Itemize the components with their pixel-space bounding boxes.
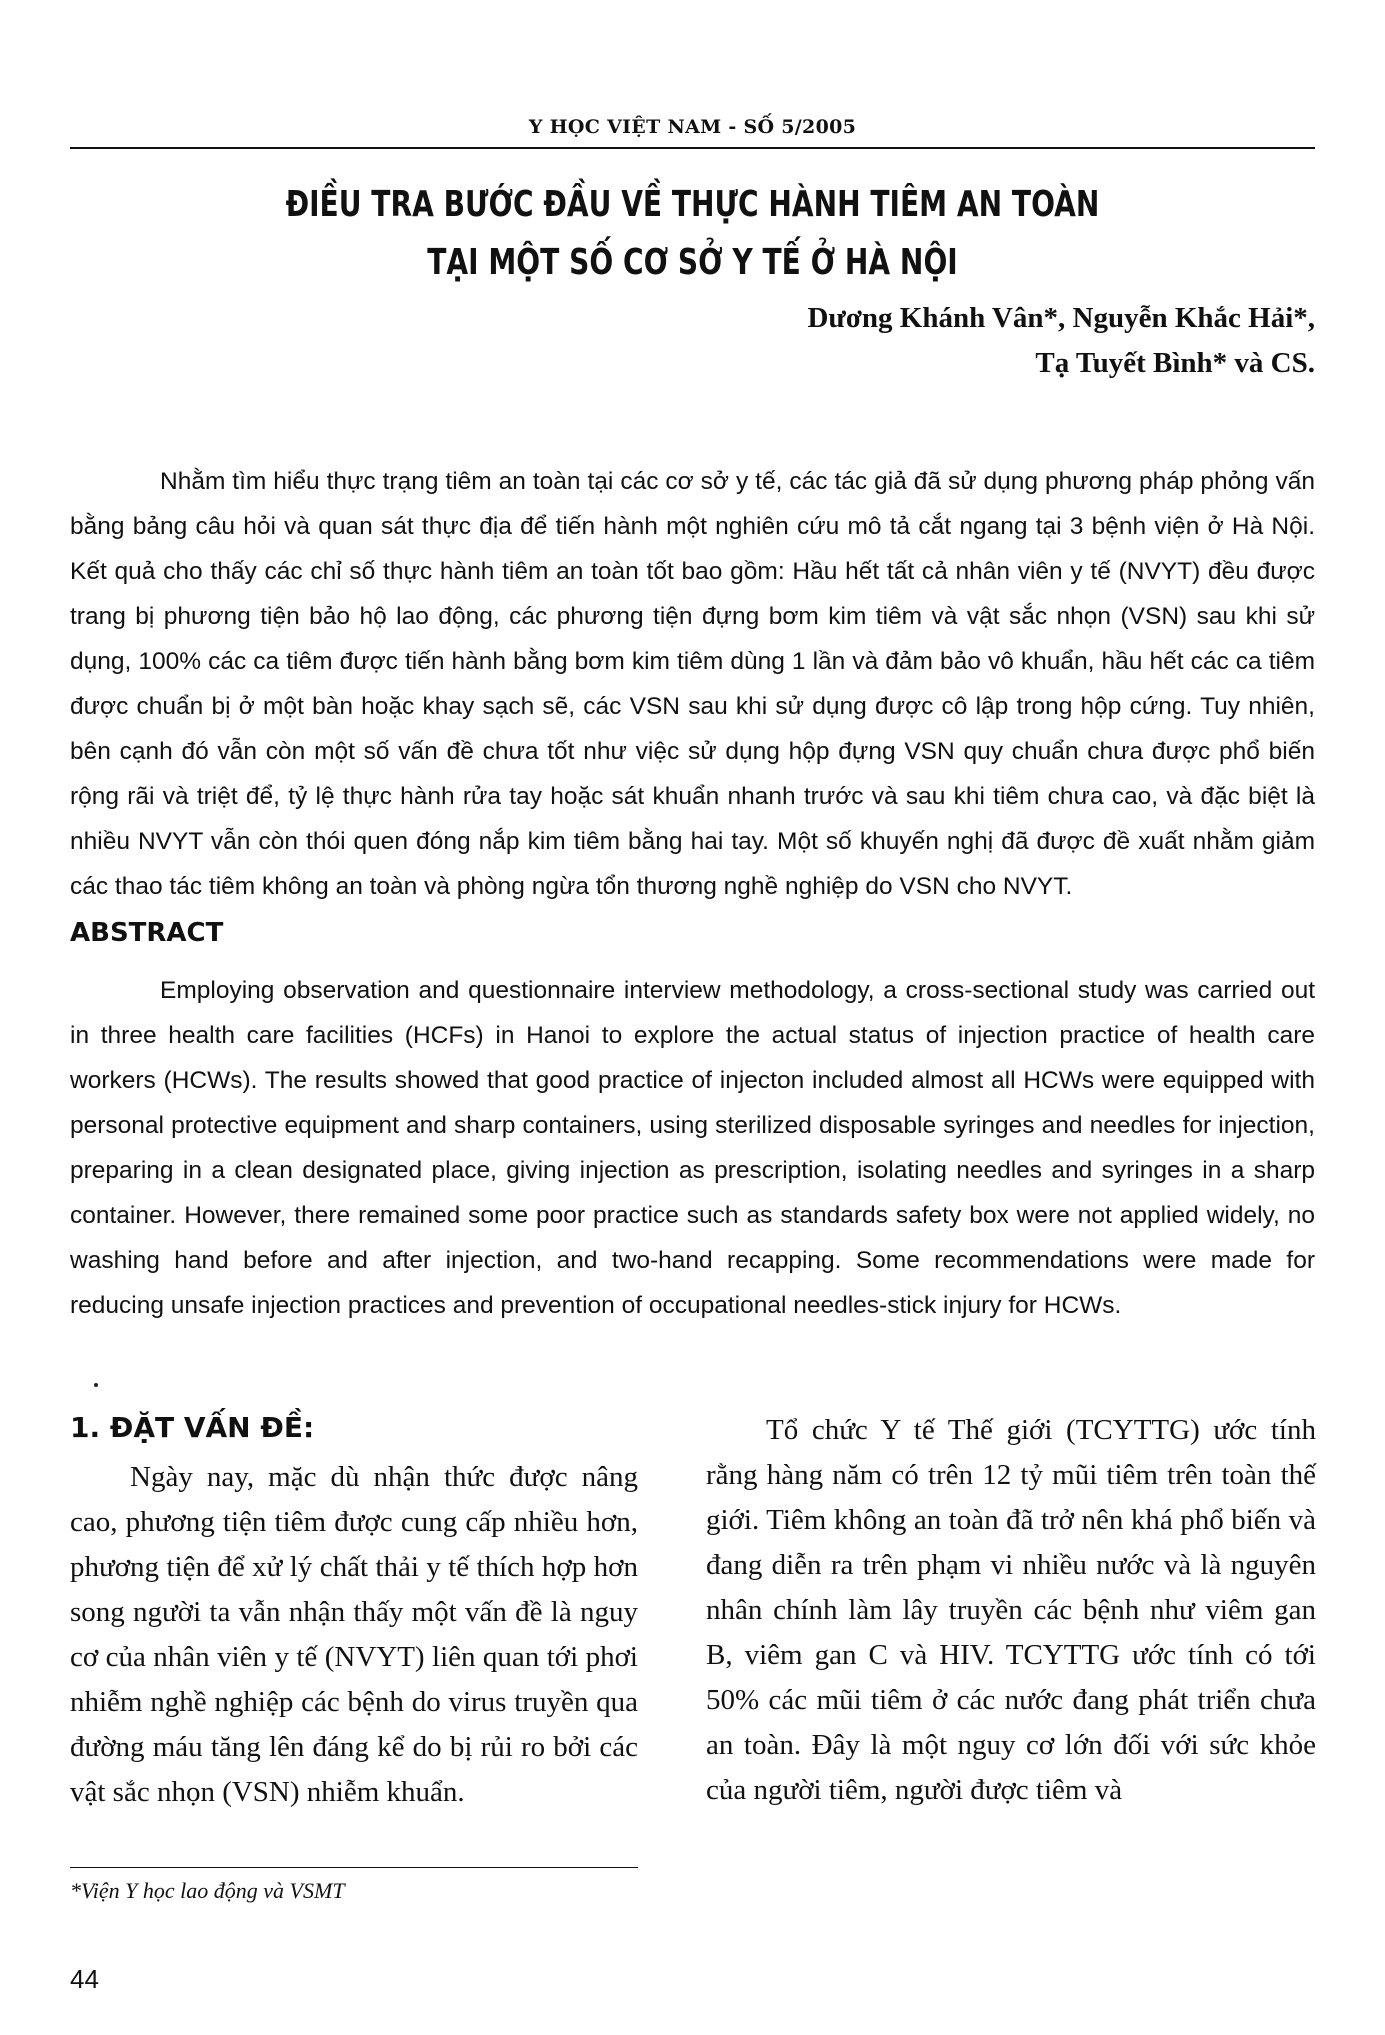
authors-line-2: Tạ Tuyết Bình* và CS. — [1035, 347, 1315, 379]
article-title — [207, 176, 1178, 292]
section-heading: 1. ĐẶT VẤN ĐỀ: — [70, 1411, 315, 1444]
header-rule — [70, 147, 1315, 149]
footnote: *Viện Y học lao động và VSMT — [70, 1878, 345, 1903]
footnote-rule — [70, 1867, 638, 1868]
title-line-1: ĐIỀU TRA BƯỚC ĐẦU VỀ THỰC HÀNH TIÊM AN TOÀN — [285, 184, 1100, 225]
stray-dot — [94, 1383, 98, 1387]
page-number: 44 — [70, 1964, 99, 1994]
authors-line-1: Dương Khánh Vân*, Nguyễn Khắc Hải*, — [807, 302, 1315, 334]
running-header: Y HỌC VIỆT NAM - SỐ 5/2005 — [528, 116, 857, 138]
authors — [807, 296, 1315, 386]
right-column-text: Tổ chức Y tế Thế giới (TCYTTG) ước tính rằng hàng năm có trên 12 tỷ mũi tiêm trên toàn thế giới. Tiêm không an toàn đã trở nên khá phổ biến và đang diễn ra trên phạm vi nhiều nước và là nguyên nhân chính làm lây truyền các bệnh như viêm gan B, viêm gan C và HIV. TCYTTG ước tính có tới 50% các mũi tiêm ở các nước đang phát triển chưa an toàn. Đây là một nguy cơ lớn đối với sức khỏe của người tiêm, người được tiêm và — [706, 1414, 1316, 1806]
vietnamese-abstract: Nhằm tìm hiểu thực trạng tiêm an toàn tại các cơ sở y tế, các tác giả đã sử dụng phương pháp phỏng vấn bằng bảng câu hỏi và quan sát thực địa để tiến hành một nghiên cứu mô tả cắt ngang tại 3 bệnh viện ở Hà Nội. Kết quả cho thấy các chỉ số thực hành tiêm an toàn tốt bao gồm: Hầu hết tất cả nhân viên y tế (NVYT) đều được trang bị phương tiện bảo hộ lao động, các phương tiện đựng bơm kim tiêm và vật sắc nhọn (VSN) sau khi sử dụng, 100% các ca tiêm được tiến hành bằng bơm kim tiêm dùng 1 lần và đảm bảo vô khuẩn, hầu hết các ca tiêm được chuẩn bị ở một bàn hoặc khay sạch sẽ, các VSN sau khi sử dụng được cô lập trong hộp cứng. Tuy nhiên, bên cạnh đó vẫn còn một số vấn đề chưa tốt như việc sử dụng hộp đựng VSN quy chuẩn chưa được phổ biến rộng rãi và triệt để, tỷ lệ thực hành rửa tay hoặc sát khuẩn nhanh trước và sau khi tiêm chưa cao, và đặc biệt là nhiều NVYT vẫn còn thói quen đóng nắp kim tiêm bằng hai tay. Một số khuyến nghị đã được đề xuất nhằm giảm các thao tác tiêm không an toàn và phòng ngừa tổn thương nghề nghiệp do VSN cho NVYT. — [70, 468, 1315, 900]
english-abstract: Employing observation and questionnaire interview methodology, a cross-sectional study was carried out in three health care facilities (HCFs) in Hanoi to explore the actual status of injection practice of health care workers (HCWs). The results showed that good practice of injecton included almost all HCWs were equipped with personal protective equipment and sharp containers, using sterilized disposable syringes and needles for injection, preparing in a clean designated place, giving injection as prescription, isolating needles and syringes in a sharp container. However, there remained some poor practice such as standards safety box were not applied widely, no washing hand before and after injection, and two-hand recapping. Some recommendations were made for reducing unsafe injection practices and prevention of occupational needles-stick injury for HCWs. — [70, 977, 1315, 1319]
title-line-2: TẠI MỘT SỐ CƠ SỞ Y TẾ Ở HÀ NỘI — [427, 242, 958, 283]
left-column-text: Ngày nay, mặc dù nhận thức được nâng cao, phương tiện tiêm được cung cấp nhiều hơn, phương tiện để xử lý chất thải y tế thích hợp hơn song người ta vẫn nhận thấy một vấn đề là nguy cơ của nhân viên y tế (NVYT) liên quan tới phơi nhiễm nghề nghiệp các bệnh do virus truyền qua đường máu tăng lên đáng kể do bị rủi ro bởi các vật sắc nhọn (VSN) nhiễm khuẩn. — [70, 1461, 638, 1808]
abstract-heading: ABSTRACT — [70, 918, 224, 948]
